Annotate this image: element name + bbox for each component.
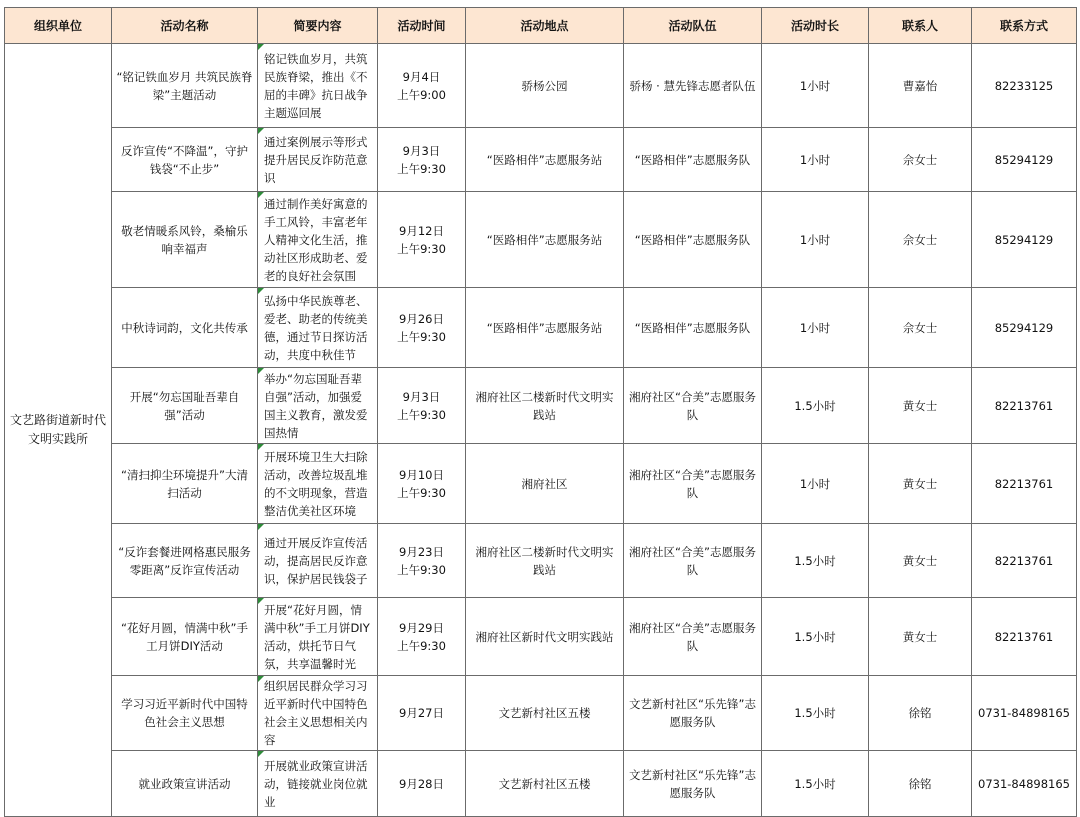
activity-name-cell: “铭记铁血岁月 共筑民族脊梁”主题活动 [112,44,258,128]
header-activity-name: 活动名称 [112,8,258,44]
duration-cell: 1小时 [762,44,869,128]
table-row [5,524,1077,598]
duration-cell: 1小时 [762,288,869,368]
activity-name-cell: 反诈宣传“不降温”，守护钱袋“不止步” [112,128,258,192]
header-contact: 联系人 [869,8,972,44]
team-cell: 湘府社区“合美”志愿服务队 [624,524,762,598]
summary-text: 通过案例展示等形式提升居民反诈防范意识 [264,134,368,185]
place-cell: 湘府社区二楼新时代文明实践站 [466,368,624,444]
team-cell: 骄杨 · 慧先锋志愿者队伍 [624,44,762,128]
contact-cell: 佘女士 [869,288,972,368]
summary-cell [258,192,378,288]
team-cell: “医路相伴”志愿服务队 [624,128,762,192]
summary-cell [258,368,378,444]
header-duration: 活动时长 [762,8,869,44]
phone-cell: 82213761 [972,524,1077,598]
comment-marker-icon [258,192,264,198]
comment-marker-icon [258,128,264,134]
place-cell: “医路相伴”志愿服务站 [466,128,624,192]
activity-table [4,7,1077,817]
contact-cell: 曹嘉怡 [869,44,972,128]
table-row [5,44,1077,128]
place-cell: “医路相伴”志愿服务站 [466,192,624,288]
summary-text: 开展就业政策宣讲活动，链接就业岗位就业 [264,758,368,809]
phone-cell: 85294129 [972,192,1077,288]
org-unit-cell: 文艺路街道新时代文明实践所 [5,44,112,817]
activity-name-cell: 学习习近平新时代中国特色社会主义思想 [112,676,258,751]
activity-name-cell: 敬老情暖系风铃，桑榆乐响幸福声 [112,192,258,288]
time-text: 9月26日 上午9:30 [397,311,446,344]
table-row [5,368,1077,444]
contact-cell: 徐铭 [869,751,972,817]
activity-name-cell: “花好月圆，情满中秋”手工月饼DIY活动 [112,598,258,676]
summary-cell [258,524,378,598]
comment-marker-icon [258,444,264,450]
contact-cell: 佘女士 [869,128,972,192]
summary-cell [258,288,378,368]
time-text: 9月27日 [399,706,444,720]
phone-cell: 82213761 [972,598,1077,676]
table-row [5,444,1077,524]
time-text: 9月10日 上午9:30 [397,467,446,500]
time-cell [378,128,466,192]
phone-cell: 0731-84898165 [972,676,1077,751]
time-text: 9月23日 上午9:30 [397,544,446,577]
phone-cell: 0731-84898165 [972,751,1077,817]
table-row [5,128,1077,192]
team-cell: 湘府社区“合美”志愿服务队 [624,444,762,524]
summary-text: 开展环境卫生大扫除活动，改善垃圾乱堆的不文明现象，营造整洁优美社区环境 [264,449,368,518]
summary-text: 铭记铁血岁月，共筑民族脊梁，推出《不屈的丰碑》抗日战争主题巡回展 [264,51,368,120]
table-row [5,676,1077,751]
place-cell: 湘府社区 [466,444,624,524]
summary-text: 通过开展反诈宣传活动，提高居民反诈意识，保护居民钱袋子 [264,535,368,586]
team-cell: 文艺新村社区“乐先锋”志愿服务队 [624,676,762,751]
place-cell: “医路相伴”志愿服务站 [466,288,624,368]
summary-text: 举办“勿忘国耻吾辈自强”活动，加强爱国主义教育，激发爱国热情 [264,371,368,440]
place-cell: 湘府社区二楼新时代文明实践站 [466,524,624,598]
activity-name-cell: 开展“勿忘国耻吾辈自强”活动 [112,368,258,444]
time-text: 9月3日 上午9:30 [397,143,446,176]
time-text: 9月4日 上午9:00 [397,69,446,102]
phone-cell: 82213761 [972,368,1077,444]
comment-marker-icon [258,676,264,682]
time-cell [378,676,466,751]
summary-cell [258,598,378,676]
time-cell [378,751,466,817]
summary-cell [258,44,378,128]
activity-name-cell: 中秋诗词韵，文化共传承 [112,288,258,368]
contact-cell: 黄女士 [869,598,972,676]
team-cell: 湘府社区“合美”志愿服务队 [624,368,762,444]
header-place: 活动地点 [466,8,624,44]
summary-cell [258,676,378,751]
header-time: 活动时间 [378,8,466,44]
duration-cell: 1小时 [762,192,869,288]
duration-cell: 1.5小时 [762,676,869,751]
team-cell: “医路相伴”志愿服务队 [624,288,762,368]
place-cell: 骄杨公园 [466,44,624,128]
duration-cell: 1.5小时 [762,368,869,444]
time-cell [378,192,466,288]
duration-cell: 1.5小时 [762,751,869,817]
header-org-unit: 组织单位 [5,8,112,44]
time-cell [378,524,466,598]
table-row [5,288,1077,368]
team-cell: “医路相伴”志愿服务队 [624,192,762,288]
team-cell: 文艺新村社区“乐先锋”志愿服务队 [624,751,762,817]
time-cell [378,44,466,128]
time-cell [378,288,466,368]
contact-cell: 徐铭 [869,676,972,751]
contact-cell: 黄女士 [869,524,972,598]
time-text: 9月3日 上午9:30 [397,389,446,422]
table-row [5,192,1077,288]
header-team: 活动队伍 [624,8,762,44]
comment-marker-icon [258,288,264,294]
comment-marker-icon [258,751,264,757]
header-summary: 简要内容 [258,8,378,44]
table-row [5,751,1077,817]
time-text: 9月28日 [399,776,444,791]
duration-cell: 1小时 [762,444,869,524]
time-text: 9月29日 上午9:30 [397,620,446,653]
summary-cell [258,444,378,524]
duration-cell: 1.5小时 [762,524,869,598]
comment-marker-icon [258,598,264,604]
header-row [5,8,1077,44]
phone-cell: 82233125 [972,44,1077,128]
place-cell: 文艺新村社区五楼 [466,676,624,751]
table-row [5,598,1077,676]
duration-cell: 1.5小时 [762,598,869,676]
contact-cell: 黄女士 [869,368,972,444]
time-cell [378,368,466,444]
summary-text: 开展“花好月圆，情满中秋”手工月饼DIY活动，烘托节日气氛，共享温馨时光 [264,602,370,671]
summary-text: 弘扬中华民族尊老、爱老、助老的传统美德，通过节日探访活动，共度中秋佳节 [264,293,368,362]
activity-name-cell: “清扫抑尘环境提升”大清扫活动 [112,444,258,524]
summary-cell [258,128,378,192]
summary-text: 组织居民群众学习习近平新时代中国特色社会主义思想相关内容 [264,679,368,747]
contact-cell: 佘女士 [869,192,972,288]
comment-marker-icon [258,368,264,374]
comment-marker-icon [258,44,264,50]
duration-cell: 1小时 [762,128,869,192]
comment-marker-icon [258,524,264,530]
time-text: 9月12日 上午9:30 [397,223,446,256]
activity-name-cell: 就业政策宣讲活动 [112,751,258,817]
phone-cell: 85294129 [972,128,1077,192]
time-cell [378,444,466,524]
phone-cell: 82213761 [972,444,1077,524]
contact-cell: 黄女士 [869,444,972,524]
summary-text: 通过制作美好寓意的手工风铃，丰富老年人精神文化生活，推动社区形成助老、爱老的良好社会氛围 [264,196,368,283]
phone-cell: 85294129 [972,288,1077,368]
place-cell: 湘府社区新时代文明实践站 [466,598,624,676]
summary-cell [258,751,378,817]
team-cell: 湘府社区“合美”志愿服务队 [624,598,762,676]
place-cell: 文艺新村社区五楼 [466,751,624,817]
time-cell [378,598,466,676]
header-phone: 联系方式 [972,8,1077,44]
activity-name-cell: “反诈套餐进网格惠民服务零距离”反诈宣传活动 [112,524,258,598]
